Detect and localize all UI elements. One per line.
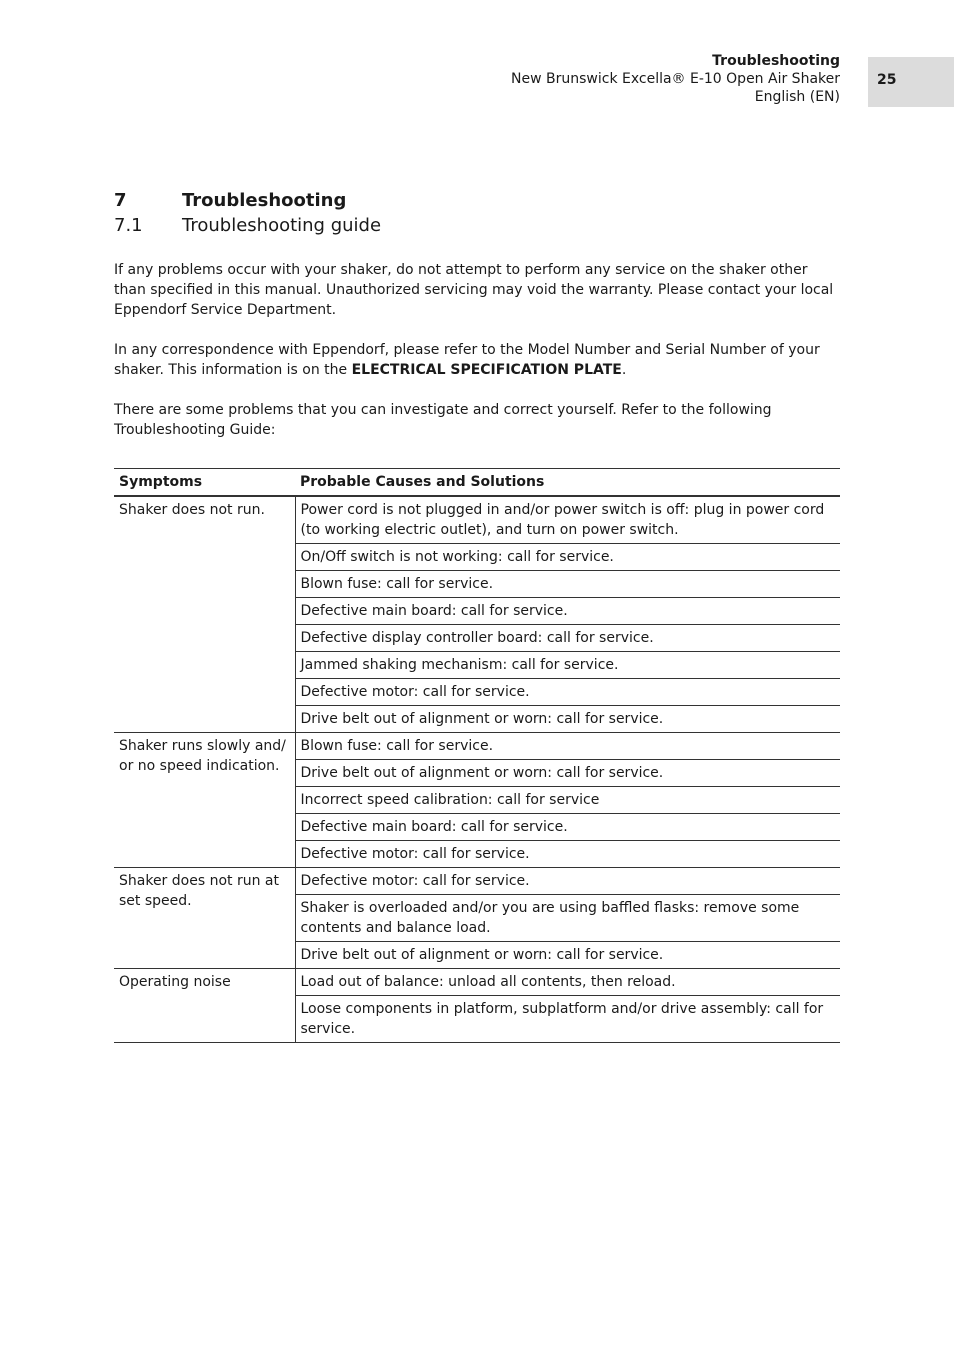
- cause-cell: Defective motor: call for service.: [295, 679, 840, 706]
- cause-cell: Blown fuse: call for service.: [295, 571, 840, 598]
- cause-cell: Jammed shaking mechanism: call for service.: [295, 652, 840, 679]
- section-heading: [114, 214, 381, 238]
- cause-cell: Incorrect speed calibration: call for service: [295, 787, 840, 814]
- cause-cell: Loose components in platform, subplatform and/or drive assembly: call for service.: [295, 996, 840, 1043]
- table-body: [114, 496, 840, 1043]
- table-header-row: [114, 469, 840, 497]
- symptom-cell: Operating noise: [114, 969, 295, 1043]
- cause-cell: Blown fuse: call for service.: [295, 733, 840, 760]
- cause-cell: Drive belt out of alignment or worn: call for service.: [295, 706, 840, 733]
- cause-cell: Defective main board: call for service.: [295, 814, 840, 841]
- cause-cell: Defective motor: call for service.: [295, 841, 840, 868]
- causes-header: Probable Causes and Solutions: [295, 469, 840, 497]
- table-row: [114, 496, 840, 544]
- cause-cell: On/Off switch is not working: call for service.: [295, 544, 840, 571]
- troubleshooting-table: [114, 468, 840, 1043]
- correspondence-paragraph: [114, 340, 840, 380]
- cause-cell: Defective display controller board: call for service.: [295, 625, 840, 652]
- header-language: English (EN): [754, 89, 840, 105]
- chapter-number: 7: [114, 190, 127, 211]
- page-number-tab: 25: [868, 57, 954, 107]
- cause-cell: Defective motor: call for service.: [295, 868, 840, 895]
- section-number: 7.1: [114, 215, 143, 236]
- cause-cell: Shaker is overloaded and/or you are using baffled flasks: remove some contents and balance load.: [295, 895, 840, 942]
- correspondence-text: In any correspondence with Eppendorf, please refer to the Model Number and Serial Number of your shaker. This information is on the: [114, 342, 820, 378]
- cause-cell: Load out of balance: unload all contents, then reload.: [295, 969, 840, 996]
- header-section-title: Troubleshooting: [712, 53, 840, 69]
- cause-cell: Power cord is not plugged in and/or power switch is off: plug in power cord (to working electric outlet), and turn on power switch.: [295, 496, 840, 544]
- spec-plate-label: ELECTRICAL SPECIFICATION PLATE: [351, 362, 622, 378]
- symptoms-header: Symptoms: [114, 469, 295, 497]
- running-header: [511, 52, 840, 106]
- table-row: [114, 733, 840, 760]
- table-row: [114, 868, 840, 895]
- correspondence-end: .: [621, 362, 627, 378]
- cause-cell: Defective main board: call for service.: [295, 598, 840, 625]
- header-product-name: New Brunswick Excella® E-10 Open Air Shaker: [511, 71, 840, 87]
- chapter-title: Troubleshooting: [182, 190, 347, 211]
- cause-cell: Drive belt out of alignment or worn: call for service.: [295, 760, 840, 787]
- section-title: Troubleshooting guide: [182, 215, 382, 236]
- guide-intro-paragraph: There are some problems that you can investigate and correct yourself. Refer to the following Troubleshooting Guide:: [114, 402, 772, 438]
- symptom-cell: Shaker does not run at set speed.: [114, 868, 295, 969]
- chapter-heading: [114, 189, 346, 213]
- symptom-cell: Shaker runs slowly and/ or no speed indication.: [114, 733, 295, 868]
- cause-cell: Drive belt out of alignment or worn: call for service.: [295, 942, 840, 969]
- intro-paragraph: If any problems occur with your shaker, do not attempt to perform any service on the shaker other than specified in this manual. Unauthorized servicing may void the warranty. Please contact your local Eppendorf Service Department.: [114, 262, 834, 318]
- table-row: [114, 969, 840, 996]
- symptom-cell: Shaker does not run.: [114, 496, 295, 733]
